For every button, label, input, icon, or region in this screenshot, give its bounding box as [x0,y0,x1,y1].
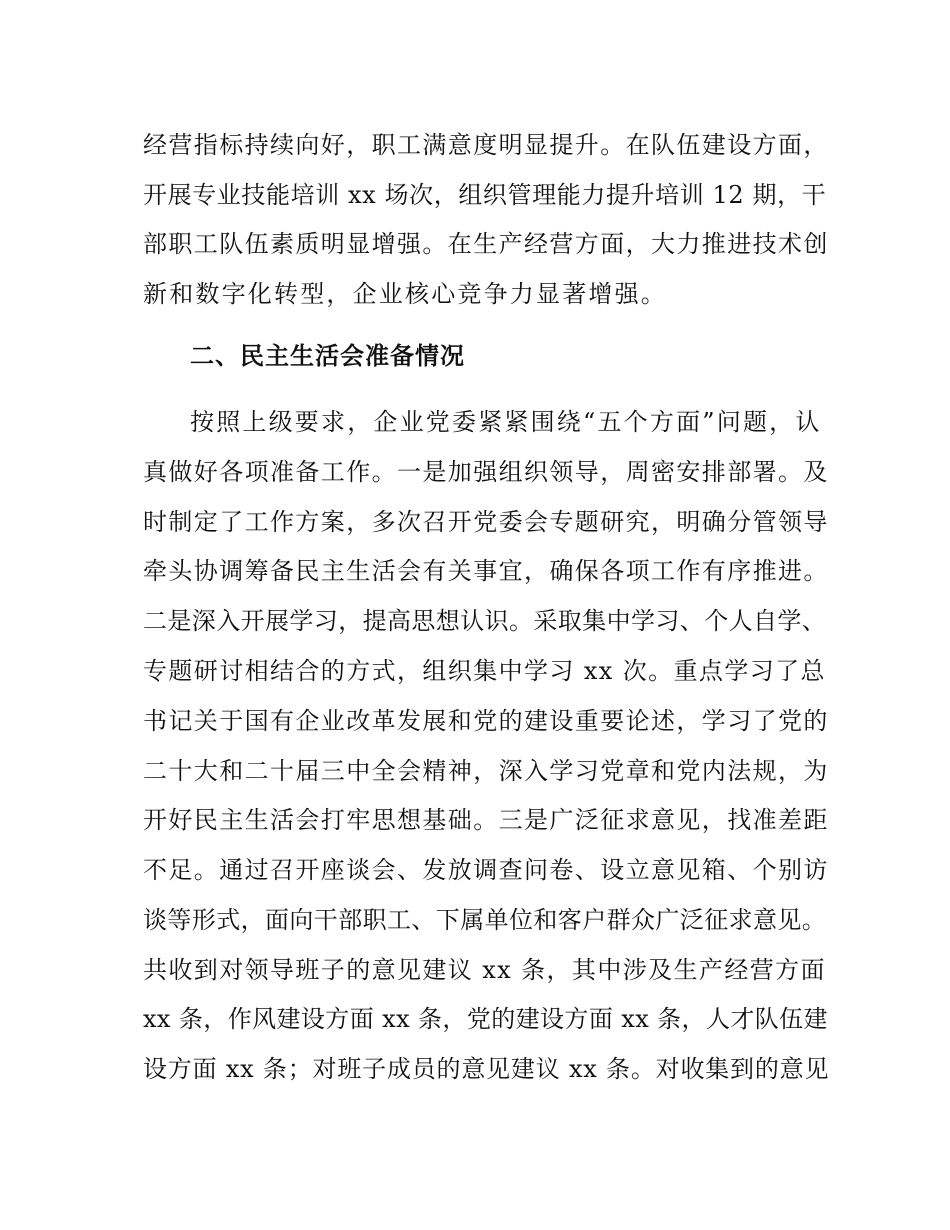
paragraph-line: 共收到对领导班子的意见建议 xx 条，其中涉及生产经营方面 [143,956,826,984]
paragraph-line: 专题研讨相结合的方式，组织集中学习 xx 次。重点学习了总 [143,657,826,685]
paragraph-line: 牵头协调筹备民主生活会有关事宜，确保各项工作有序推进。 [143,557,829,585]
paragraph-line: 书记关于国有企业改革发展和党的建设重要论述，学习了党的 [143,707,829,735]
paragraph-line: 开好民主生活会打牢思想基础。三是广泛征求意见，找准差距 [143,806,829,834]
paragraph-line: 谈等形式，面向干部职工、下属单位和客户群众广泛征求意见。 [143,906,827,934]
paragraph-line: 部职工队伍素质明显增强。在生产经营方面，大力推进技术创 [143,230,829,258]
paragraph-line: 真做好各项准备工作。一是加强组织领导，周密安排部署。及 [143,458,829,486]
paragraph-line: 设方面 xx 条；对班子成员的意见建议 xx 条。对收集到的意见 [143,1055,830,1083]
paragraph-line: 新和数字化转型，企业核心竞争力显著增强。 [143,280,667,308]
paragraph-line: 二十大和二十届三中全会精神，深入学习党章和党内法规，为 [143,757,829,785]
paragraph-line: 不足。通过召开座谈会、发放调查问卷、设立意见箱、个别访 [143,856,829,884]
paragraph-line: 时制定了工作方案，多次召开党委会专题研究，明确分管领导 [143,508,829,536]
paragraph-line: 经营指标持续向好，职工满意度明显提升。在队伍建设方面， [143,131,829,159]
paragraph-line: xx 条，作风建设方面 xx 条，党的建设方面 xx 条，人才队伍建 [143,1005,828,1033]
paragraph-line: 二是深入开展学习，提高思想认识。采取集中学习、个人自学、 [143,607,827,635]
section-heading: 二、民主生活会准备情况 [190,342,465,370]
paragraph-line: 按照上级要求，企业党委紧紧围绕“五个方面”问题，认 [190,408,822,436]
paragraph-line: 开展专业技能培训 xx 场次，组织管理能力提升培训 12 期，干 [143,181,827,209]
